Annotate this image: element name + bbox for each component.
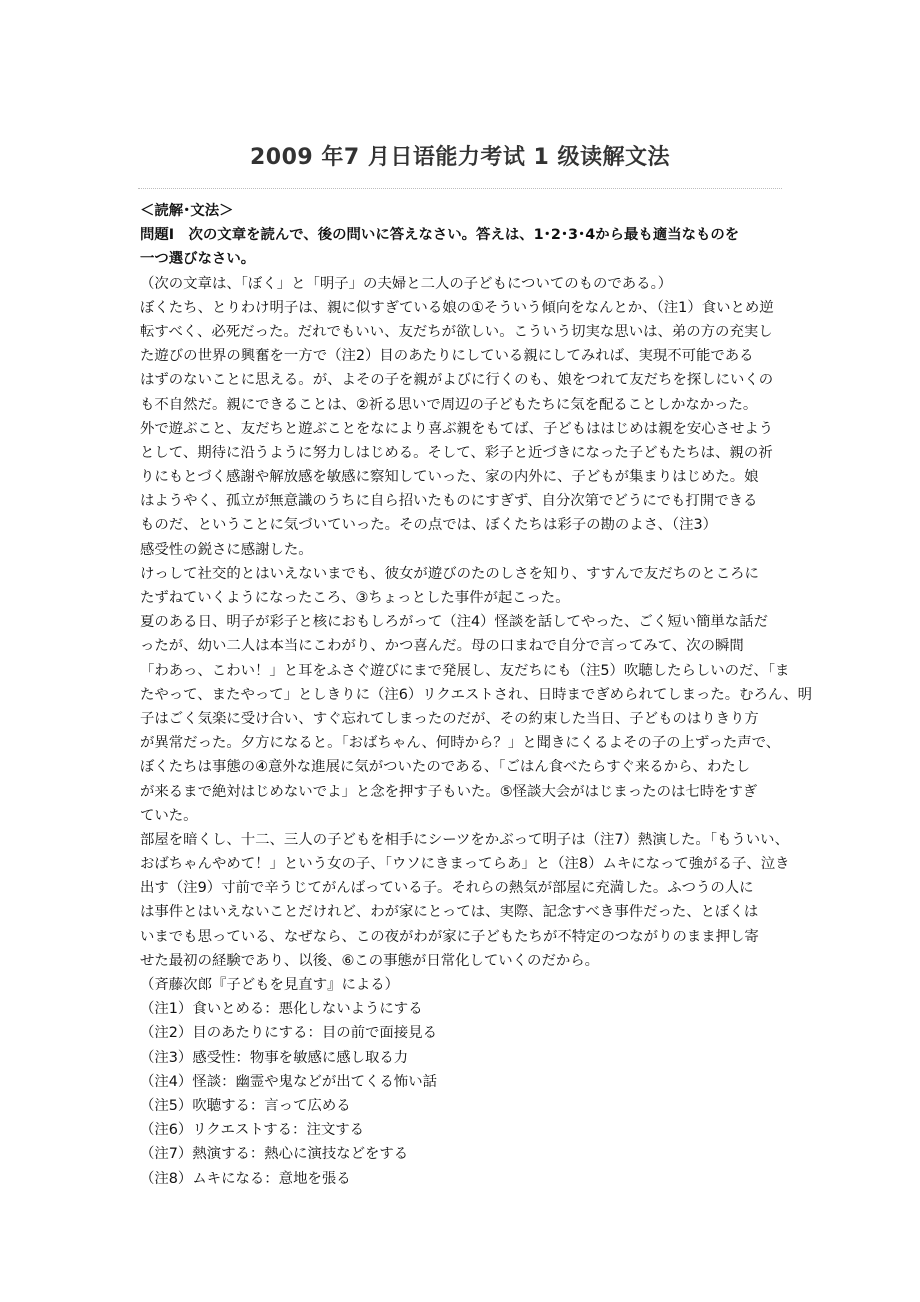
passage-line: た遊びの世界の興奮を一方で（注2）目のあたりにしている親にしてみれば、実現不可能である: [140, 348, 754, 365]
passage-line: （次の文章は、「ぼく」と「明子」の夫婦と二人の子どもについてのものである。）: [140, 275, 673, 292]
footnote: （注5）吹聴する：言って広める: [140, 1097, 351, 1114]
passage-line: 部屋を暗くし、十二、三人の子どもを相手にシーツをかぶって明子は（注7）熱演した。「もういい、: [140, 831, 789, 848]
passage-line: せた最初の経験であり、以後、⑥この事態が日常化していくのだから。: [140, 952, 600, 969]
passage-line: が来るまで絶対はじめないでよ」と念を押す子もいた。⑤怪談大会がはじまったのは七時をすぎ: [140, 783, 758, 800]
section-heading: ＜読解･文法＞: [140, 203, 234, 219]
passage-line: 転すべく、必死だった。だれでもいい、友だちが欲しい。こういう切実な思いは、弟の方の充実し: [140, 323, 773, 340]
passage-line: 「わあっ、こわい！」と耳をふさぐ遊びにまで発展し、友だちにも（注5）吹聴したらしいのだ、「ま: [140, 662, 790, 679]
passage-line: ったが、幼い二人は本当にこわがり、かつ喜んだ。母の口まねで自分で言ってみて、次の瞬間: [140, 638, 744, 655]
footnote: （注7）熱演する：熱心に演技などをする: [140, 1146, 409, 1163]
passage-line: 出す（注9）寸前で辛うじてがんばっている子。それらの熱気が部屋に充満した。ふつうの人に: [140, 880, 754, 897]
passage-line: ぼくたちは事態の④意外な進展に気がついたのである、「ごはん食べたらすぐ来るから、わたし: [140, 759, 751, 776]
question-line: 問題Ⅰ 次の文章を読んで、後の問いに答えなさい。答えは、1･2･3･4から最も適当なものを: [140, 227, 740, 244]
passage-line: 外で遊ぶこと、友だちと遊ぶことをなにより喜ぶ親をもてば、子どもははじめは親を安心させよう: [140, 420, 774, 437]
passage-line: ものだ、ということに気づいていった。その点では、ぼくたちは彩子の勘のよさ、（注3）: [140, 517, 718, 534]
passage-line: 子はごく気楽に受け合い、すぐ忘れてしまったのだが、その約束した当日、子どものはりきり方: [140, 710, 759, 727]
passage-line: たずねていくようになったころ、③ちょっとした事件が起こった。: [140, 590, 570, 606]
footnote: （注4）怪談：幽霊や鬼などが出てくる怖い話: [140, 1073, 437, 1090]
passage-line: おばちゃんやめて！」という女の子、「ウソにきまってらあ」と（注8）ムキになって強がる子、泣き: [140, 856, 790, 873]
passage-line: りにもとづく感謝や解放感を敏感に察知していった、家の内外に、子どもが集まりはじめた。娘: [140, 469, 759, 486]
footnote: （注2）目のあたりにする：目の前で面接見る: [140, 1025, 437, 1042]
question-line: 一つ選びなさい。: [140, 251, 256, 268]
passage-line: けっして社交的とはいえないまでも、彼女が遊びのたのしさを知り、すすんで友だちのところに: [140, 565, 759, 582]
passage-line: はようやく、孤立が無意識のうちに自ら招いたものにすぎず、自分次第でどうにでも打開できる: [140, 493, 758, 510]
passage-line: も不自然だ。親にできることは、②祈る思いで周辺の子どもたちに気を配ることしかなかった。: [140, 396, 758, 413]
footnote: （注8）ムキになる：意地を張る: [140, 1170, 351, 1187]
title-divider: [138, 188, 782, 189]
document-body: [140, 199, 812, 1191]
passage-line: はずのないことに思える。が、よその子を親がよびに行くのも、娘をつれて友だちを探しにいくの: [140, 372, 774, 389]
footnote: （注6）リクエストする：注文する: [140, 1122, 365, 1139]
passage-line: 感受性の鋭さに感謝した。: [140, 541, 313, 558]
passage-line: は事件とはいえないことだけれど、わが家にとっては、実際、記念すべき事件だった、とぼくは: [140, 904, 759, 921]
passage-line: たやって、またやって」としきりに（注6）リクエストされ、日時までぎめられてしまった。むろん、明: [140, 686, 812, 703]
footnote: （注1）食いとめる：悪化しないようにする: [140, 1001, 423, 1018]
source-citation: （斉藤次郎『子どもを見直す』による）: [140, 977, 400, 993]
passage-line: ていた。: [140, 807, 198, 824]
passage-line: ぼくたち、とりわけ明子は、親に似すぎている娘の①そういう傾向をなんとか、（注1）食いとめ逆: [140, 299, 774, 316]
passage-line: が異常だった。夕方になると。「おばちゃん、何時から？」と聞きにくるよその子の上ずった声で、: [140, 735, 781, 752]
passage-line: 夏のある日、明子が彩子と核におもしろがって（注4）怪談を話してやった、ごく短い簡単な話だ: [140, 614, 768, 631]
document-title: 2009 年7 月日语能力考试 1 级读解文法: [250, 145, 670, 170]
passage-line: いまでも思っている、なぜなら、この夜がわが家に子どもたちが不特定のつながりのまま押し寄: [140, 928, 759, 945]
footnote: （注3）感受性：物事を敏感に感し取る力: [140, 1049, 409, 1066]
passage-line: として、期待に沿うように努力しはじめる。そして、彩子と近づきになった子どもたちは、親の祈: [140, 444, 773, 461]
